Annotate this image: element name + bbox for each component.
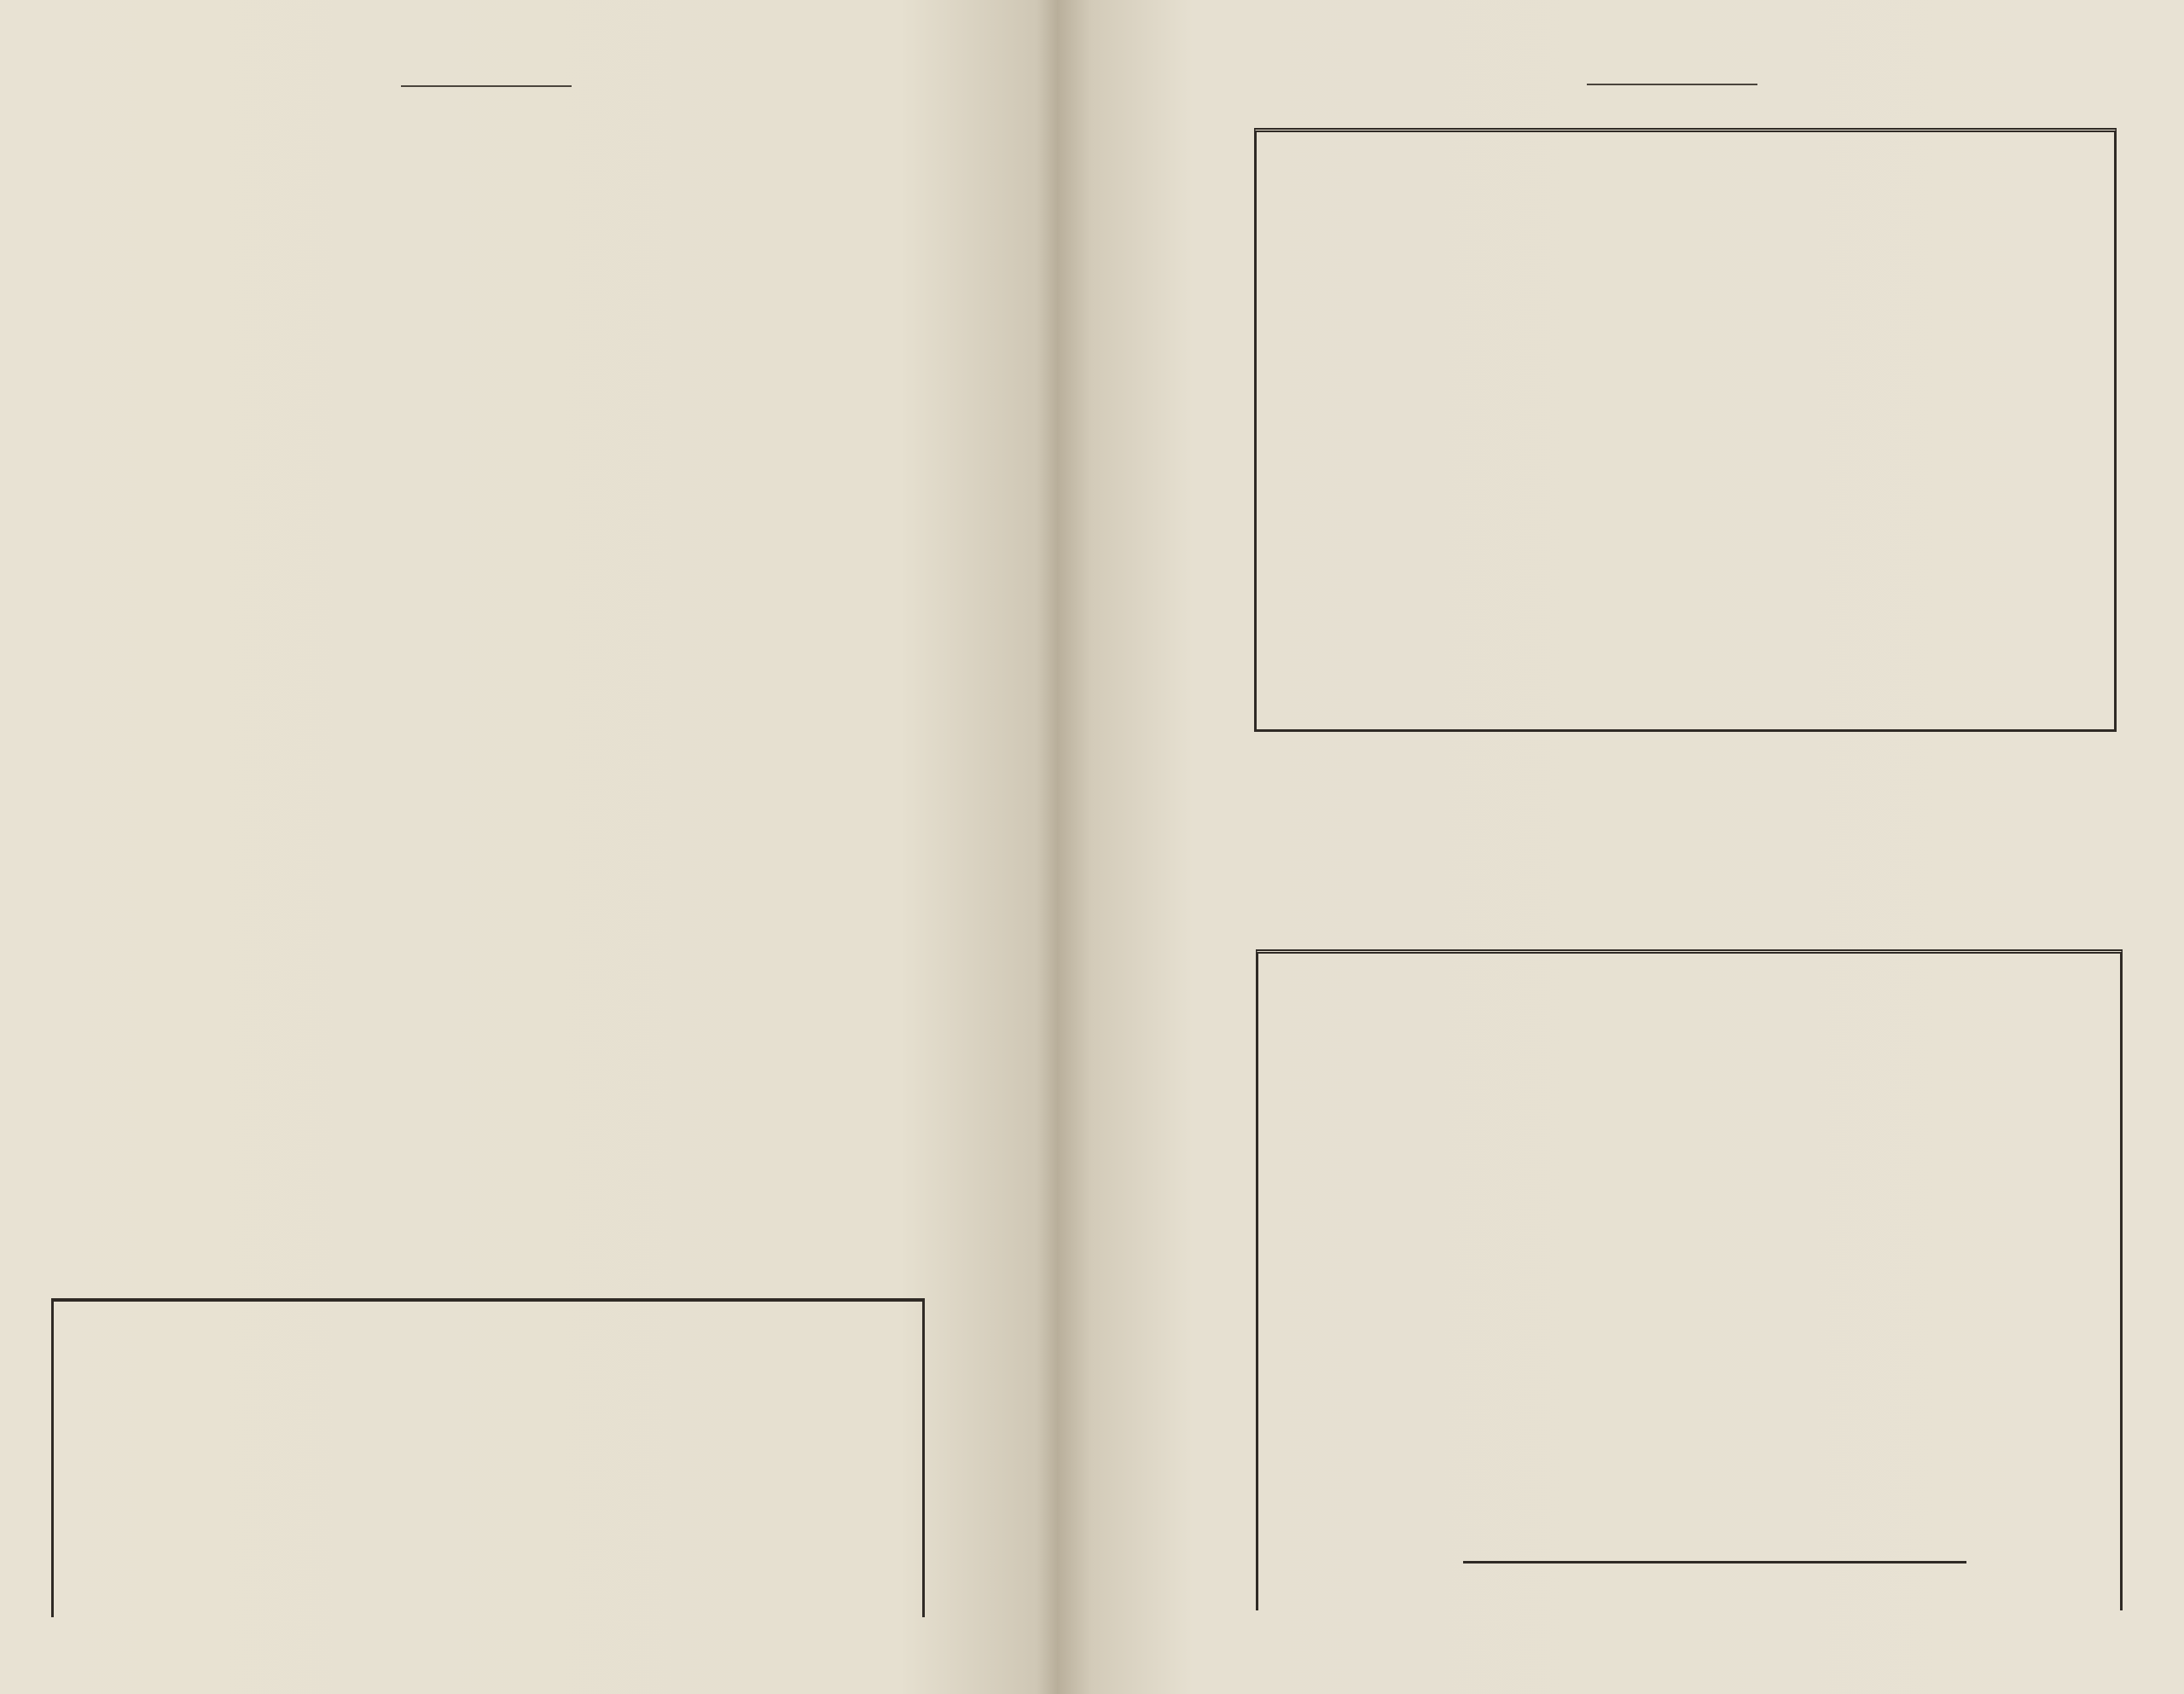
header-rule-right bbox=[1587, 84, 1757, 85]
lesson-plan-table bbox=[51, 1298, 925, 1617]
header-rule-left bbox=[401, 85, 572, 87]
expenses-table bbox=[1256, 949, 2123, 1610]
transport-rule bbox=[1463, 1561, 1966, 1563]
right-page bbox=[1058, 0, 2184, 1694]
left-page bbox=[0, 0, 1058, 1694]
schedule-table bbox=[1254, 128, 2117, 732]
